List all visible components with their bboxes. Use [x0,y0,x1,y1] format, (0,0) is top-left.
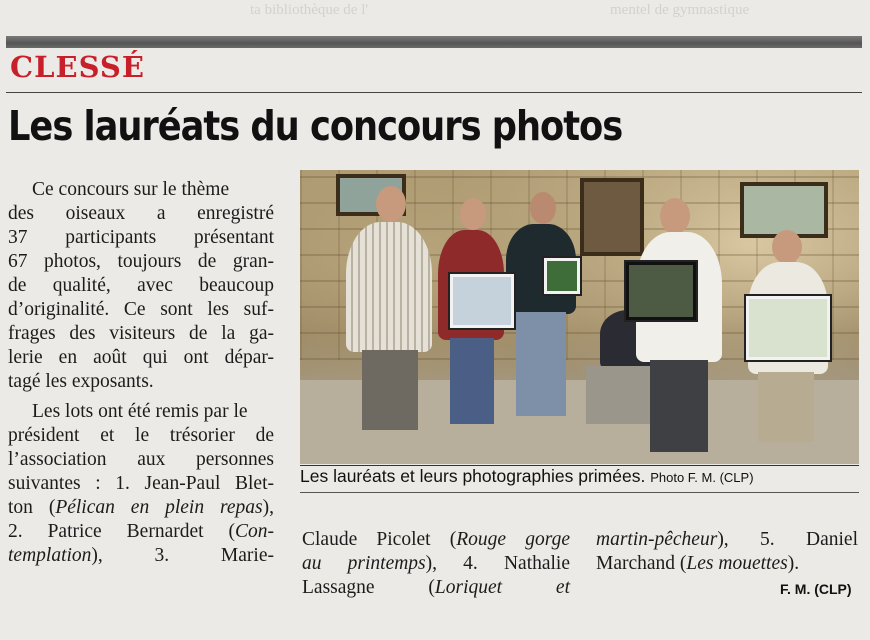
person-legs [450,338,494,424]
text-run: ), [262,497,274,518]
body-line: 37 participants présentant [8,227,274,248]
article-photo [300,170,859,464]
person-head [660,198,690,234]
text-run: 2. Patrice Bernardet ( [8,521,235,542]
prize-title: templation [8,545,92,566]
section-title: CLESSÉ [10,50,145,84]
prize-title: Rouge gorge [456,529,570,550]
prize-title: Loriquet et [434,577,570,598]
body-line: de qualité, avec beaucoup [8,275,274,296]
body-line: lerie en août qui ont dépar- [8,347,274,368]
photo-caption [300,466,754,487]
text-run: Lassagne ( [302,577,435,598]
section-divider [6,92,862,93]
caption-text: Les lauréats et leurs photographies primées. [300,466,646,486]
body-column-3 [596,528,858,576]
wall-frame [580,178,644,256]
photo-credit: Photo F. M. (CLP) [650,470,754,485]
body-line [596,528,858,552]
author-signature: F. M. (CLP) [780,581,852,597]
body-column-2 [302,528,570,600]
text-run: Claude Picolet ( [302,529,457,550]
body-line: d’originalité. Ce sont les suf- [8,299,274,320]
body-line: Les lots ont été remis par le [32,401,248,422]
body-column-1 [8,178,274,568]
caption-divider [300,492,859,493]
body-line [302,576,570,600]
body-line [302,528,570,552]
body-line: suivantes : 1. Jean-Paul Blet- [8,473,274,494]
show-through-text: ta bibliothèque de l' [250,2,369,18]
text-run: Marchand ( [596,553,687,574]
body-line: président et le trésorier de [8,425,274,446]
person-legs [650,360,708,452]
held-photo [450,274,514,328]
person-legs [586,366,656,424]
person-legs [516,312,566,416]
body-line: l’association aux personnes [8,449,274,470]
text-run: ton ( [8,497,56,518]
body-line: 67 photos, toujours de gran- [8,251,274,272]
body-line: Ce concours sur le thème [32,179,230,200]
prize-title: Con- [235,521,274,542]
headline: Les lauréats du concours photos [8,102,623,150]
person-legs [758,372,814,442]
person-head [530,192,556,224]
body-line [8,544,274,568]
header-rule [6,36,862,48]
held-photo [626,262,696,320]
prize-title: martin-pêcheur [596,529,718,550]
held-photo [544,258,580,294]
body-line [8,520,274,544]
body-line: tagé les exposants. [8,371,154,392]
text-run: ). [787,553,800,574]
body-line [302,552,570,576]
person-1 [346,222,432,352]
text-run: ), 3. Marie- [91,545,274,566]
text-run: ), 4. Nathalie [425,553,571,574]
body-line [596,552,858,576]
body-line: frages des visiteurs de la ga- [8,323,274,344]
person-head [772,230,802,264]
person-legs [362,350,418,430]
prize-title: Pélican en plein repas [55,497,263,518]
held-photo [746,296,830,360]
show-through-text: mentel de gymnastique [610,2,750,18]
prize-title: au printemps [302,553,426,574]
body-line [8,496,274,520]
person-head [460,198,486,230]
text-run: ), 5. Daniel [717,529,858,550]
person-head [376,186,406,222]
prize-title: Les mouettes [686,553,788,574]
body-line: des oiseaux a enregistré [8,203,274,224]
